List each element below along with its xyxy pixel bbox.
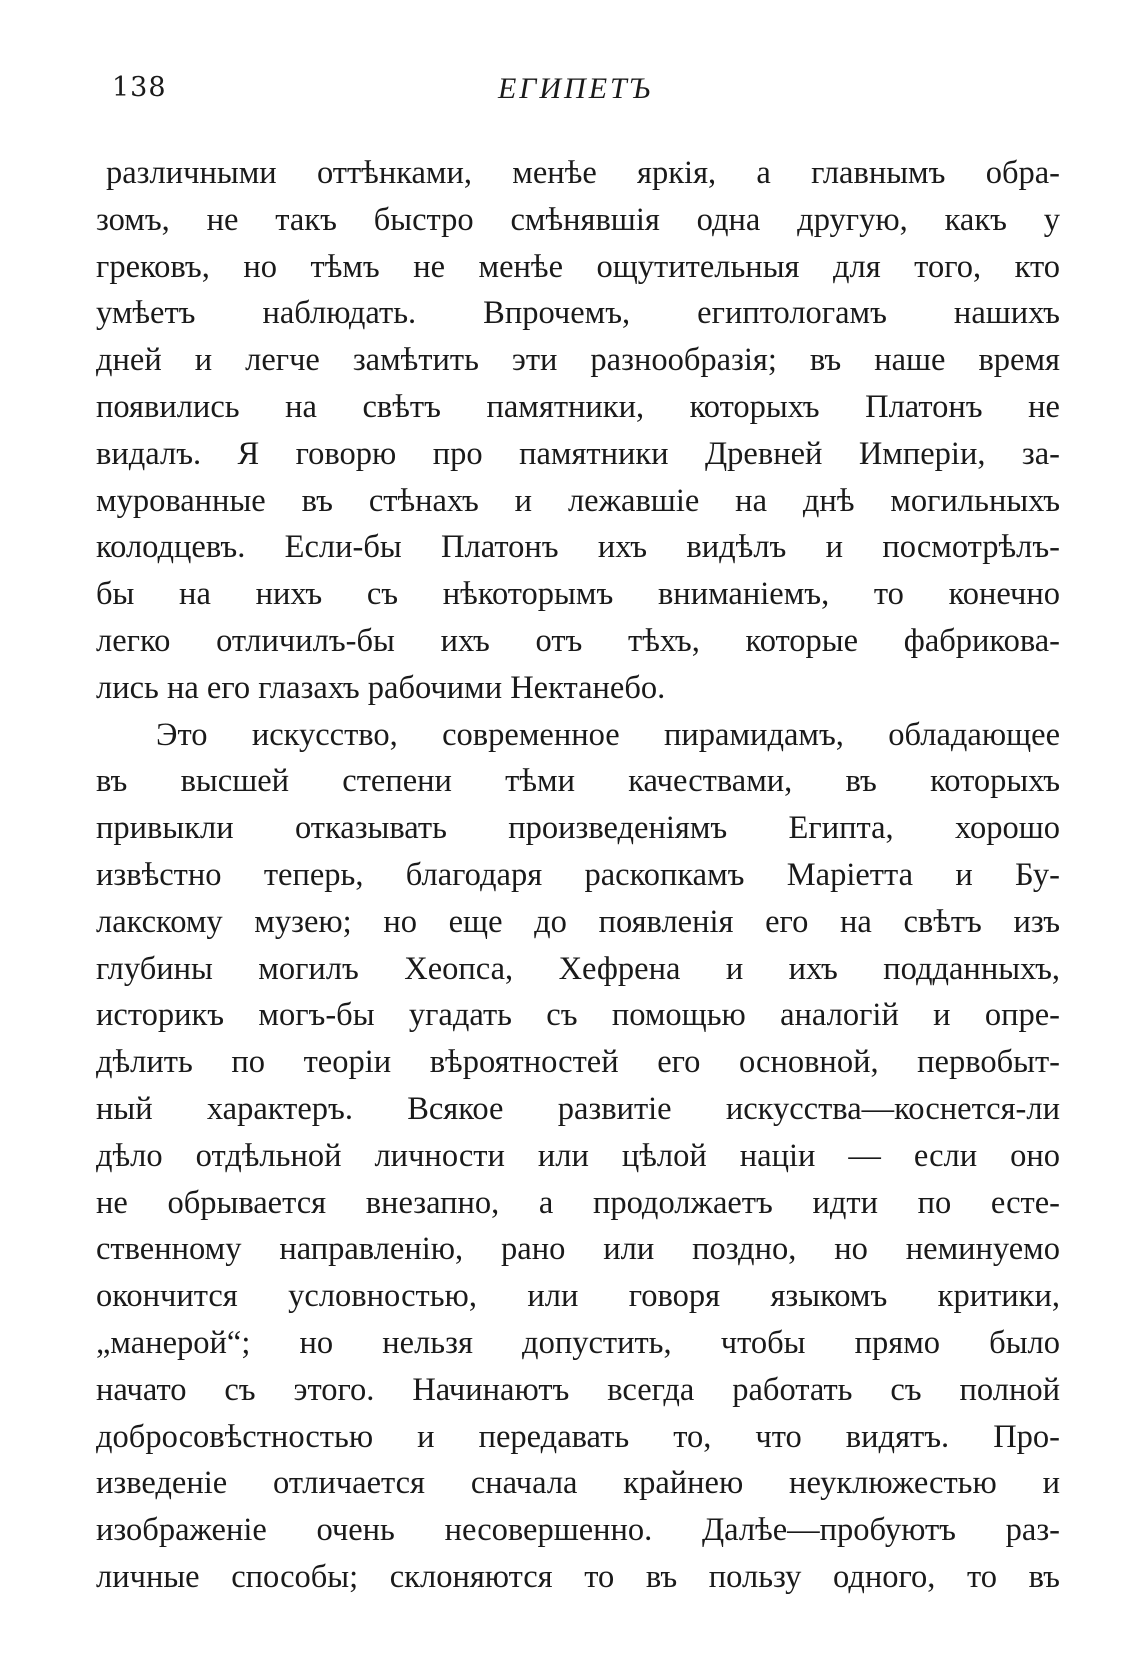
text-line: дней и легче замѣтить эти разнообразія; въ наше время <box>96 342 1060 379</box>
text-line: глубины могилъ Хеопса, Хефрена и ихъ подданныхъ, <box>96 950 1060 987</box>
running-head: ЕГИПЕТЪ <box>497 72 653 105</box>
text-line: историкъ могъ-бы угадать съ помощью аналогій и опре- <box>96 997 1060 1034</box>
text-line: „манерой“; но нельзя допустить, чтобы прямо было <box>96 1324 1060 1361</box>
text-line: различными оттѣнками, менѣе яркія, а главнымъ обра- <box>106 155 1060 191</box>
text-line: умѣетъ наблюдать. Впрочемъ, египтологамъ нашихъ <box>96 295 1060 332</box>
text-line: зомъ, не такъ быстро смѣнявшія одна другую, какъ у <box>96 201 1060 238</box>
text-line: въ высшей степени тѣми качествами, въ которыхъ <box>96 763 1060 800</box>
text-line: личные способы; склоняются то въ пользу одного, то въ <box>96 1558 1060 1595</box>
text-line: изведеніе отличается сначала крайнею неуклюжестью и <box>96 1465 1060 1502</box>
text-line: Это искусство, современное пирамидамъ, обладающее <box>156 716 1060 753</box>
text-line: привыкли отказывать произведеніямъ Египта, хорошо <box>96 810 1060 847</box>
text-line: дѣло отдѣльной личности или цѣлой націи — если оно <box>96 1137 1060 1174</box>
body-text <box>96 150 1060 1601</box>
text-line: появились на свѣтъ памятники, которыхъ Платонъ не <box>96 388 1060 425</box>
text-line: видалъ. Я говорю про памятники Древней Имперіи, за- <box>96 435 1060 472</box>
text-line: дѣлить по теоріи вѣроятностей его основной, первобыт- <box>96 1044 1060 1081</box>
text-line: начато съ этого. Начинаютъ всегда работать съ полной <box>96 1371 1060 1408</box>
text-line: не обрывается внезапно, а продолжаетъ идти по есте- <box>96 1184 1060 1221</box>
text-line: легко отличилъ-бы ихъ отъ тѣхъ, которые фабрикова- <box>96 622 1060 659</box>
text-line: грековъ, но тѣмъ не менѣе ощутительныя для того, кто <box>96 248 1060 285</box>
text-line: ственному направленію, рано или поздно, но неминуемо <box>96 1231 1060 1268</box>
text-line: извѣстно теперь, благодаря раскопкамъ Маріетта и Бу- <box>96 856 1060 893</box>
text-line: изображеніе очень несовершенно. Далѣе—пробуютъ раз- <box>96 1512 1060 1549</box>
page-header <box>98 72 1053 112</box>
text-line: лакскому музею; но еще до появленія его на свѣтъ изъ <box>96 903 1060 940</box>
page-number: 138 <box>112 72 167 103</box>
text-line: бы на нихъ съ нѣкоторымъ вниманіемъ, то конечно <box>96 576 1060 613</box>
text-line: ный характеръ. Всякое развитіе искусства—коснется-ли <box>96 1090 1060 1127</box>
text-line: колодцевъ. Если-бы Платонъ ихъ видѣлъ и посмотрѣлъ- <box>96 529 1060 566</box>
text-line: лись на его глазахъ рабочими Нектанебо. <box>96 669 666 706</box>
text-line: окончится условностью, или говоря языкомъ критики, <box>96 1278 1060 1315</box>
text-line: мурованные въ стѣнахъ и лежавшіе на днѣ могильныхъ <box>96 482 1060 519</box>
text-line: добросовѣстностью и передавать то, что видятъ. Про- <box>96 1418 1060 1455</box>
